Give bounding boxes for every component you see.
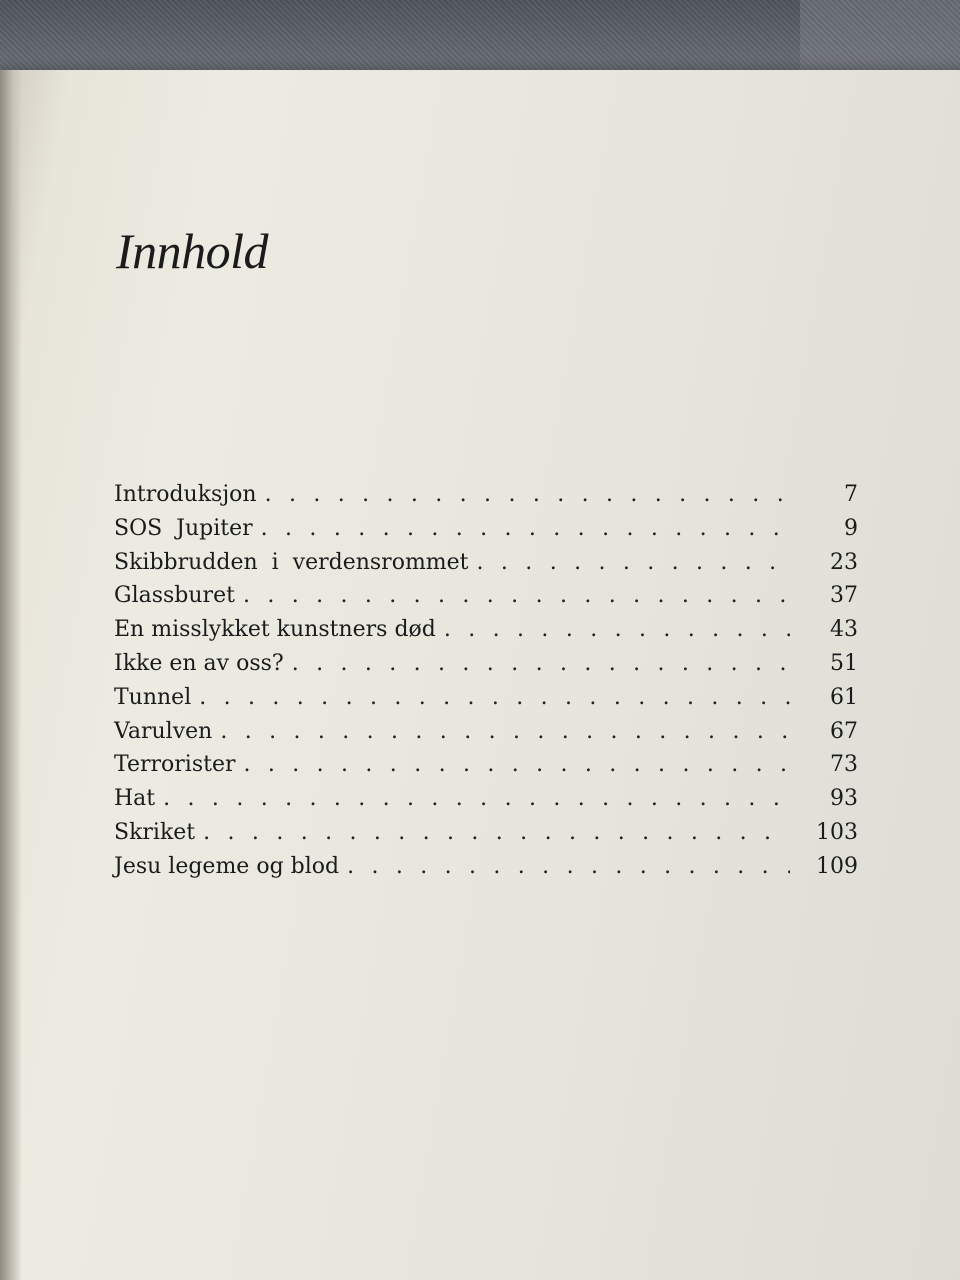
toc-entry (114, 685, 858, 719)
toc-entry (114, 854, 858, 888)
table-of-contents (114, 482, 858, 888)
dot-leader (220, 719, 790, 744)
dot-leader (347, 854, 790, 879)
toc-entry-page: 109 (816, 853, 858, 879)
toc-entry-title: En misslykket kunstners død (114, 617, 436, 643)
toc-entry-title: Introduksjon (114, 482, 257, 507)
toc-entry (114, 786, 858, 820)
toc-entry-title: SOS Jupiter (114, 515, 253, 541)
toc-entry-title: Hat (114, 786, 156, 812)
dot-leader (243, 583, 790, 608)
dot-leader (477, 550, 790, 575)
toc-entry-title: Jesu legeme og blod (114, 853, 340, 879)
dot-leader (199, 685, 790, 710)
toc-entry-title: Tunnel (114, 684, 192, 710)
toc-entry-page: 37 (830, 583, 858, 609)
toc-entry (114, 752, 858, 786)
toc-entry-title: Skibbrudden i verdensrommet (114, 549, 469, 575)
dot-leader (261, 516, 790, 541)
dot-leader (292, 651, 790, 676)
toc-entry-page: 93 (830, 786, 858, 812)
toc-entry-title: Terrorister (114, 752, 236, 778)
toc-entry (114, 719, 858, 753)
toc-entry (114, 651, 858, 685)
toc-entry (114, 617, 858, 651)
toc-entry-page: 7 (844, 482, 858, 507)
toc-entry-title: Skriket (114, 819, 196, 845)
toc-entry (114, 583, 858, 617)
dot-leader (265, 482, 790, 507)
dot-leader (444, 617, 790, 642)
toc-entry-title: Varulven (114, 718, 213, 744)
toc-entry (114, 550, 858, 584)
toc-entry-title: Glassburet (114, 583, 235, 609)
toc-entry-page: 43 (830, 617, 858, 643)
toc-entry-page: 23 (830, 549, 858, 575)
toc-entry-title: Ikke en av oss? (114, 650, 284, 676)
dot-leader (163, 786, 790, 811)
toc-entry-page: 9 (844, 515, 858, 541)
toc-entry-page: 67 (830, 718, 858, 744)
dot-leader (203, 820, 790, 845)
toc-entry (114, 820, 858, 854)
toc-entry (114, 482, 858, 516)
toc-entry (114, 516, 858, 550)
dot-leader (243, 752, 790, 777)
toc-entry-page: 51 (830, 650, 858, 676)
page-gutter-shadow (0, 70, 22, 1280)
page-title: Innhold (116, 223, 269, 279)
toc-entry-page: 61 (830, 684, 858, 710)
toc-entry-page: 73 (830, 752, 858, 778)
toc-entry-page: 103 (816, 819, 858, 845)
